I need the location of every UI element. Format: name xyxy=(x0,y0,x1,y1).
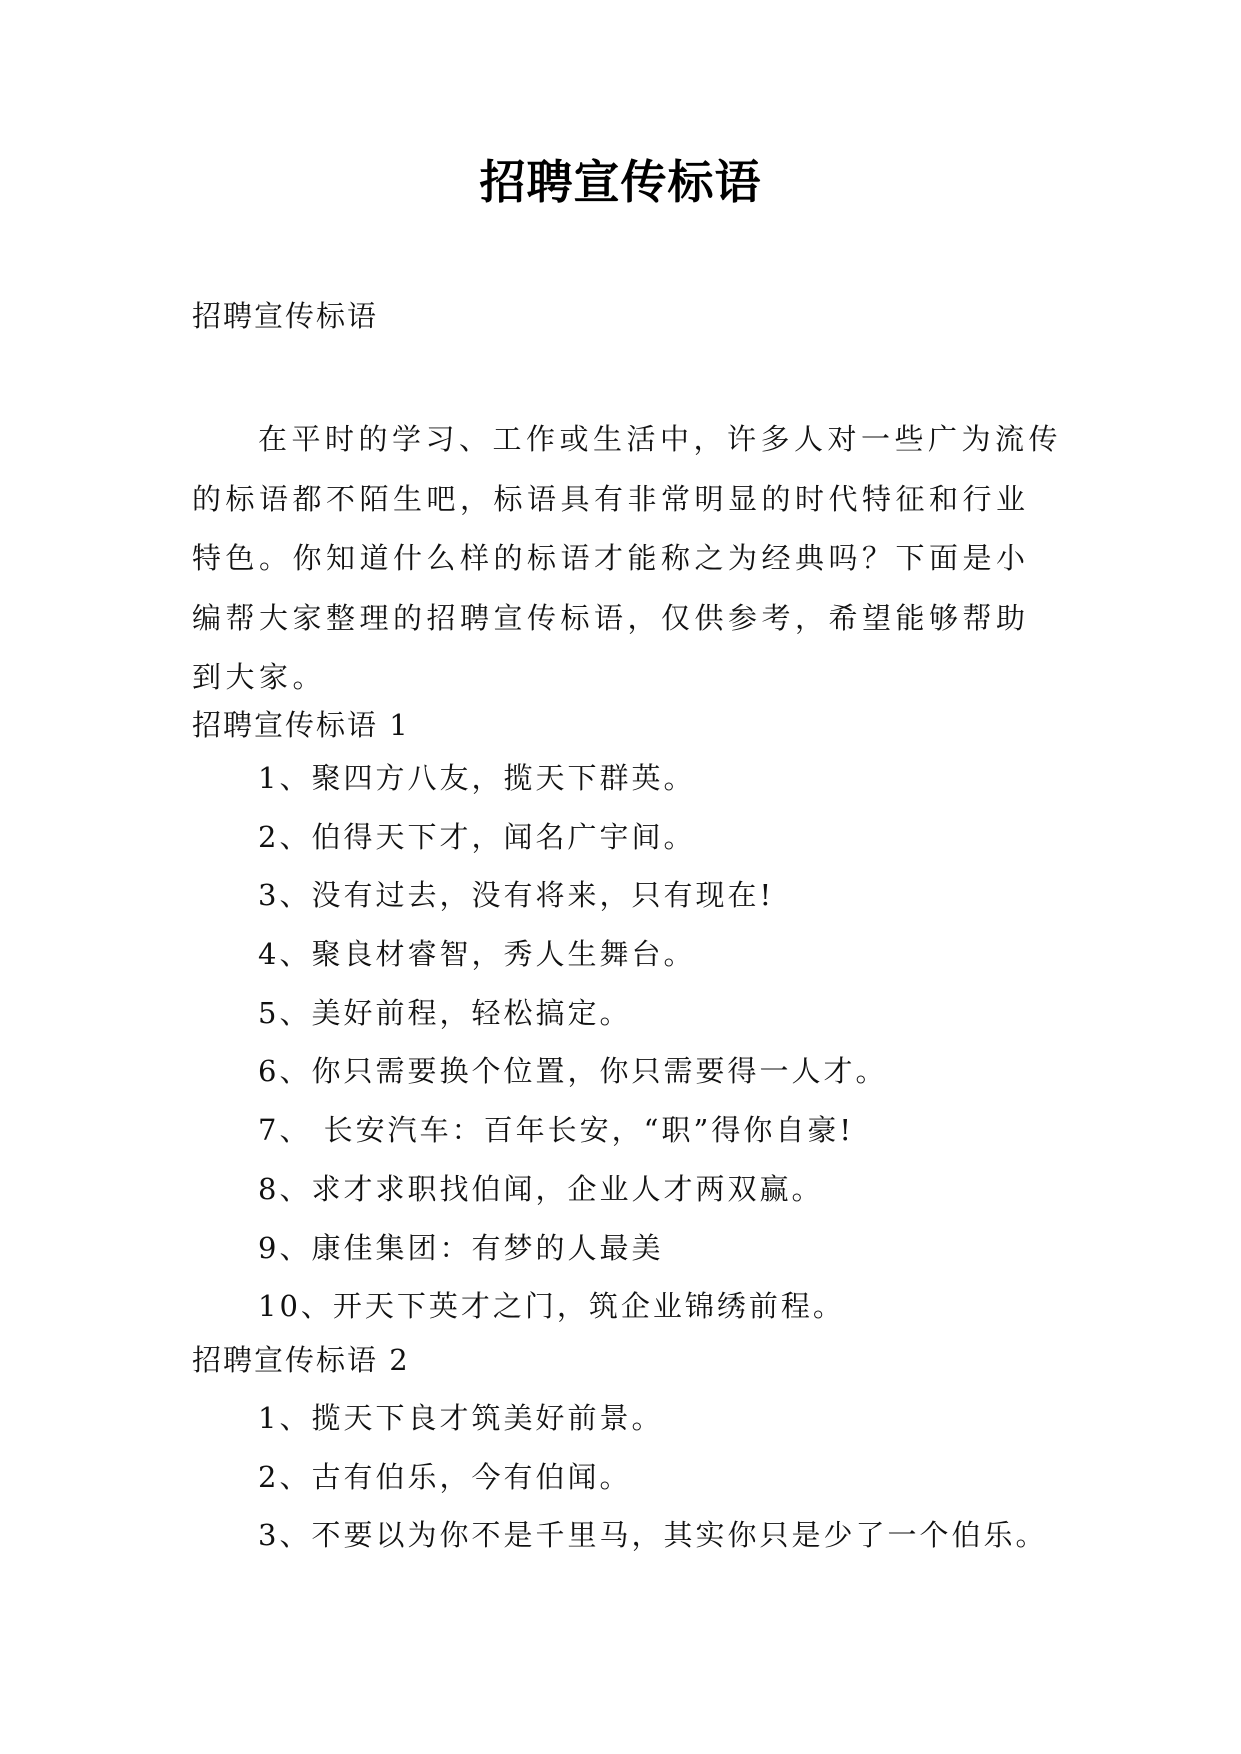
section-heading-1: 招聘宣传标语 1 xyxy=(192,708,410,742)
list-item: 6、你只需要换个位置，你只需要得一人才。 xyxy=(258,1054,888,1089)
slogan-list-2 xyxy=(258,1398,1047,1574)
list-item: 1、聚四方八友，揽天下群英。 xyxy=(258,761,696,795)
list-item: 3、没有过去，没有将来，只有现在! xyxy=(258,878,775,913)
section-heading-2: 招聘宣传标语 2 xyxy=(192,1343,410,1377)
list-item: 4、聚良材睿智，秀人生舞台。 xyxy=(258,937,696,972)
document-subtitle: 招聘宣传标语 xyxy=(192,299,379,333)
document-title: 招聘宣传标语 xyxy=(479,155,762,209)
list-item: 7、 长安汽车：百年长安，“职”得你自豪! xyxy=(258,1113,854,1148)
list-item: 9、康佳集团：有梦的人最美 xyxy=(258,1230,664,1265)
slogan-list-1 xyxy=(258,758,887,1345)
list-item: 3、不要以为你不是千里马，其实你只是少了一个伯乐。 xyxy=(258,1518,1048,1553)
list-item: 5、美好前程，轻松搞定。 xyxy=(258,995,632,1030)
list-item: 2、伯得天下才，闻名广宇间。 xyxy=(258,819,696,854)
list-item: 1、揽天下良才筑美好前景。 xyxy=(258,1401,664,1435)
list-item: 8、求才求职找伯闻，企业人才两双赢。 xyxy=(258,1171,824,1206)
list-item: 10、开天下英才之门，筑企业锦绣前程。 xyxy=(258,1289,845,1324)
intro-paragraph: 在平时的学习、工作或生活中，许多人对一些广为流传的标语都不陌生吧，标语具有非常明显的时代特征和行业特色。你知道什么样的标语才能称之为经典吗？下面是小编帮大家整理的招聘宣传标语，仅供参考，希望能够帮助到大家。 xyxy=(192,422,1063,694)
list-item: 2、古有伯乐，今有伯闻。 xyxy=(258,1459,632,1494)
